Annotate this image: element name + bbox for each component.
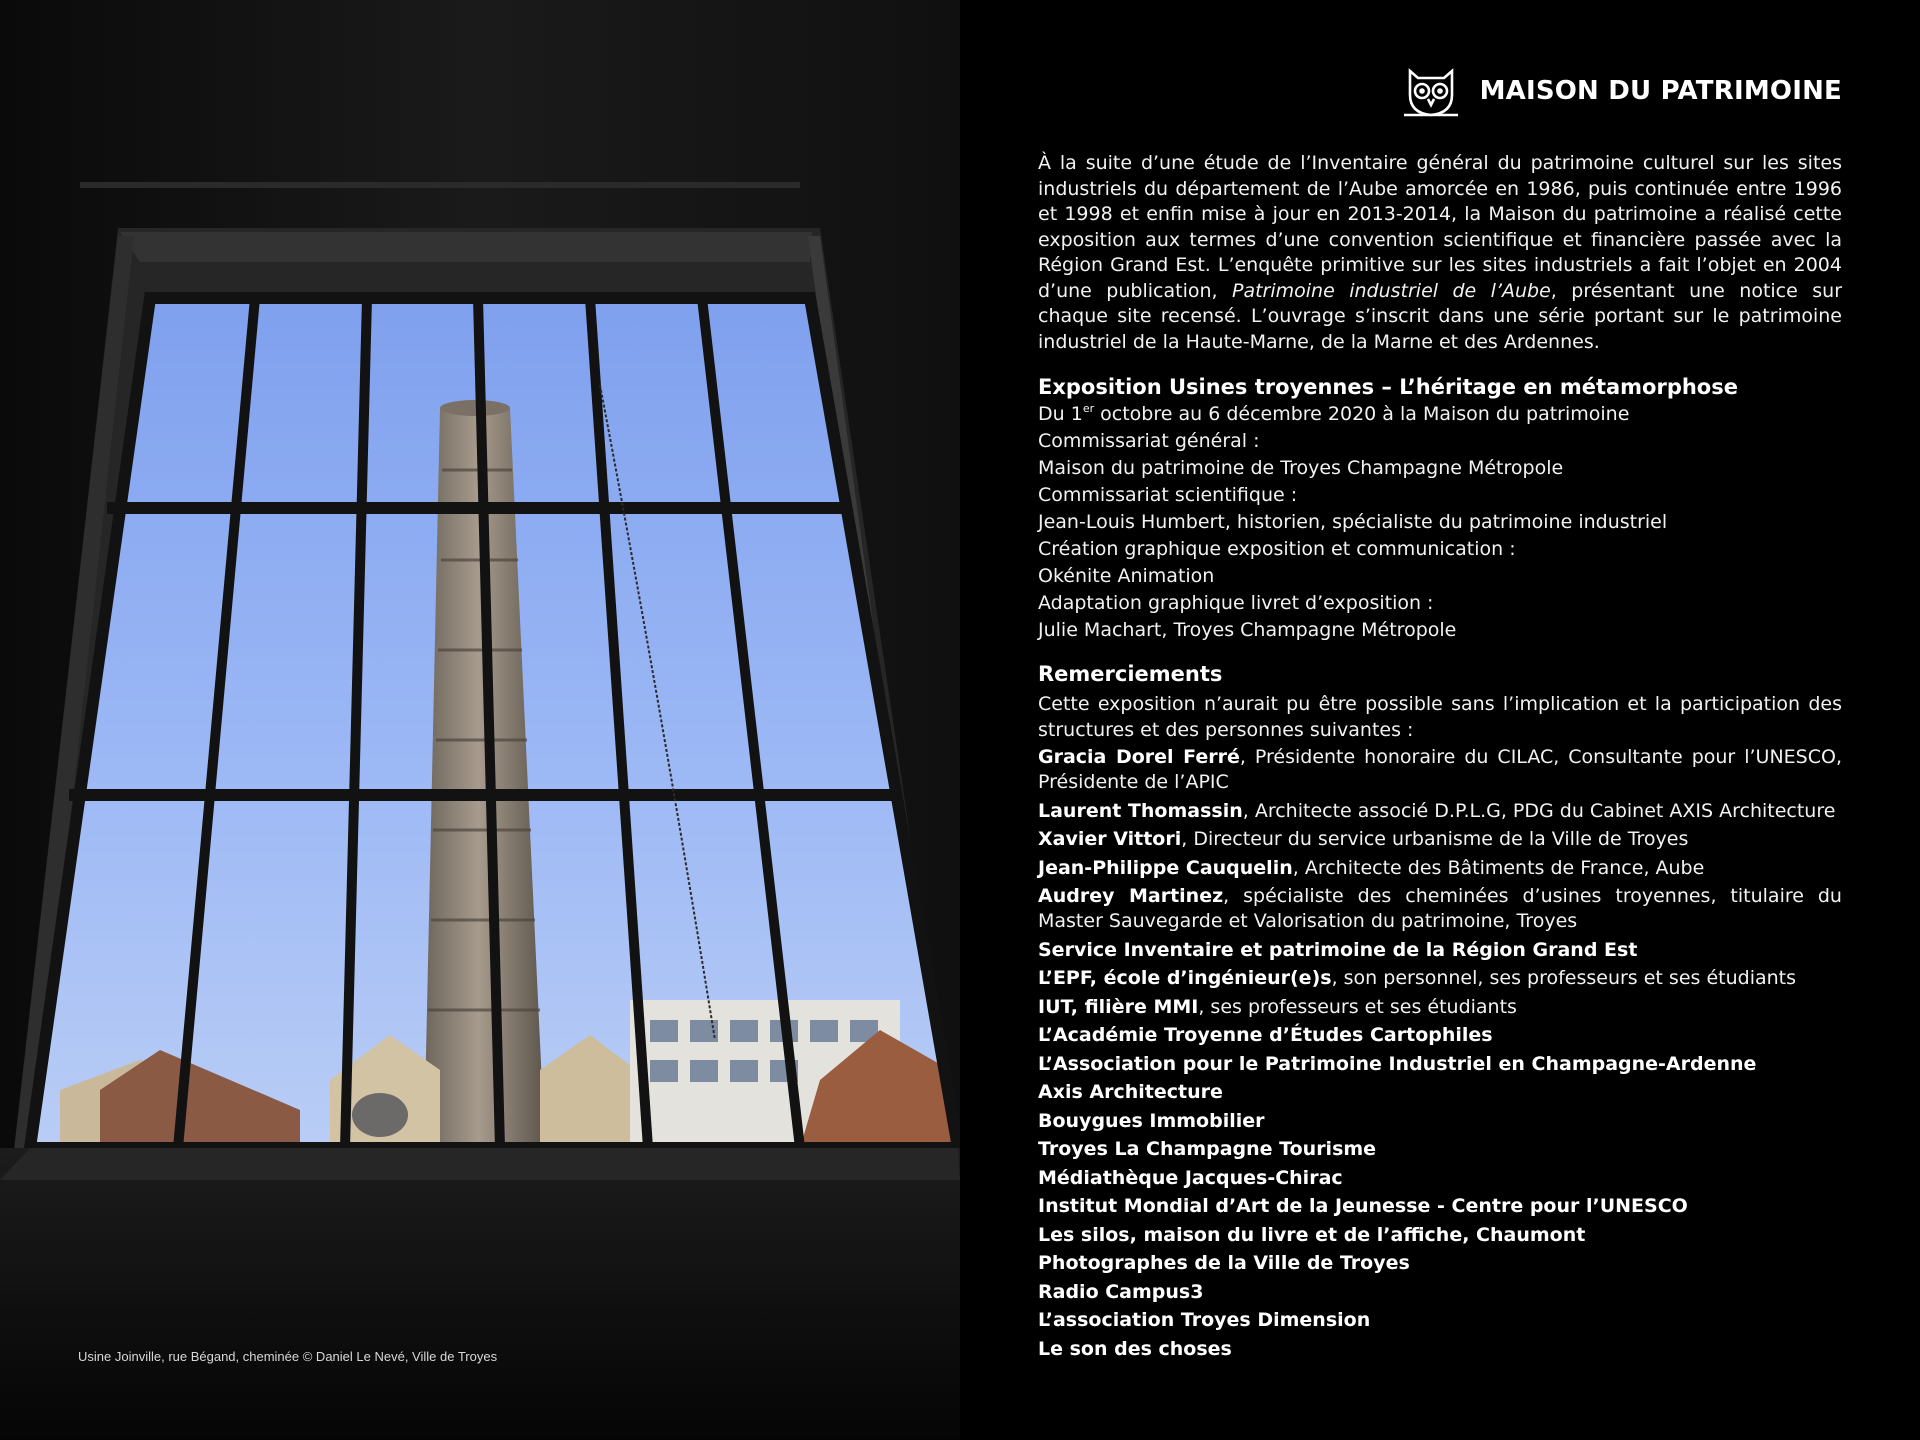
thanks-item bbox=[1038, 884, 1842, 934]
thanks-item bbox=[1038, 745, 1842, 795]
thanks-item-detail: , Présidente honoraire du CILAC, Consultante pour l’UNESCO, Présidente de l’APIC bbox=[1038, 746, 1842, 793]
thanks-item-name: Xavier Vittori bbox=[1038, 828, 1182, 850]
exposition-dates bbox=[1038, 401, 1842, 428]
exposition-section bbox=[1038, 373, 1842, 644]
thanks-item bbox=[1038, 1109, 1842, 1134]
thanks-item bbox=[1038, 1194, 1842, 1219]
thanks-item bbox=[1038, 966, 1842, 991]
thanks-item-name: Radio Campus3 bbox=[1038, 1280, 1204, 1303]
thanks-item-name: Photographes de la Ville de Troyes bbox=[1038, 1252, 1410, 1274]
brand-header bbox=[1402, 65, 1842, 119]
thanks-item-name: Service Inventaire et patrimoine de la Région Grand Est bbox=[1038, 938, 1638, 961]
thanks-item bbox=[1038, 995, 1842, 1020]
thanks-item bbox=[1038, 827, 1842, 852]
thanks-title: Remerciements bbox=[1038, 662, 1223, 686]
thanks-item-name: Troyes La Champagne Tourisme bbox=[1038, 1138, 1377, 1160]
thanks-item bbox=[1038, 1166, 1842, 1191]
thanks-item-name: Bouygues Immobilier bbox=[1038, 1109, 1265, 1132]
thanks-item bbox=[1038, 1023, 1842, 1048]
thanks-item-detail: , Architecte associé D.P.L.G, PDG du Cabinet AXIS Architecture bbox=[1242, 799, 1836, 822]
thanks-item bbox=[1038, 1223, 1842, 1248]
thanks-item-name: L’association Troyes Dimension bbox=[1038, 1309, 1371, 1331]
thanks-item bbox=[1038, 1052, 1842, 1077]
thanks-item bbox=[1038, 1280, 1842, 1305]
thanks-item-name: L’Association pour le Patrimoine Industriel en Champagne-Ardenne bbox=[1038, 1052, 1757, 1075]
thanks-item-name: Jean-Philippe Cauquelin bbox=[1038, 856, 1293, 879]
thanks-item-name: Médiathèque Jacques-Chirac bbox=[1038, 1166, 1343, 1189]
thanks-item bbox=[1038, 1137, 1842, 1162]
thanks-item-detail: , son personnel, ses professeurs et ses étudiants bbox=[1331, 967, 1797, 989]
intro-publication-title: Patrimoine industriel de l’Aube bbox=[1232, 279, 1551, 302]
exposition-title: Exposition Usines troyennes – L’héritage en métamorphose bbox=[1038, 375, 1738, 399]
thanks-item bbox=[1038, 856, 1842, 881]
thanks-item-name: Gracia Dorel Ferré bbox=[1038, 746, 1240, 768]
thanks-item-detail: , Directeur du service urbanisme de la Ville de Troyes bbox=[1181, 828, 1689, 850]
credit-value: Okénite Animation bbox=[1038, 565, 1215, 587]
thanks-item bbox=[1038, 1308, 1842, 1333]
credit-label: Création graphique exposition et communication : bbox=[1038, 538, 1516, 560]
thanks-item bbox=[1038, 938, 1842, 963]
thanks-item bbox=[1038, 1080, 1842, 1105]
thanks-item-name: Audrey Martinez bbox=[1038, 885, 1224, 907]
thanks-item-detail: , spécialiste des cheminées d’usines troyennes, titulaire du Master Sauvegarde et Valorisation du patrimoine, Troyes bbox=[1038, 885, 1842, 932]
dates-superscript: er bbox=[1082, 402, 1095, 415]
intro-text-1: À la suite d’une étude de l’Inventaire général du patrimoine culturel sur les sites industriels du département de l’Aube amorcée en 1986, puis continuée entre 1996 et 1998 et enfin mise à jour en 2013-2014, la Maison du patrimoine a réalisé cette exposition aux termes d’une convention scientifique et financière passée avec la Région Grand Est. L’enquête primitive sur les sites industriels a fait l’objet en 2004 d’une publication, bbox=[1038, 152, 1842, 302]
thanks-item bbox=[1038, 1251, 1842, 1276]
thanks-item-name: Le son des choses bbox=[1038, 1337, 1232, 1360]
credit-label: Commissariat général : bbox=[1038, 430, 1260, 452]
thanks-item-name: IUT, filière MMI bbox=[1038, 995, 1199, 1018]
thanks-section bbox=[1038, 660, 1842, 1365]
intro-paragraph bbox=[1038, 151, 1842, 355]
thanks-item-name: L’EPF, école d’ingénieur(e)s bbox=[1038, 967, 1332, 989]
credit-value: Julie Machart, Troyes Champagne Métropole bbox=[1038, 619, 1457, 641]
owl-icon bbox=[1402, 65, 1460, 119]
dates-suffix: octobre au 6 décembre 2020 à la Maison du patrimoine bbox=[1094, 403, 1630, 425]
credit-label: Commissariat scientifique : bbox=[1038, 484, 1298, 506]
credit-label: Adaptation graphique livret d’exposition : bbox=[1038, 592, 1434, 614]
intro-text-2: , présentant une notice sur chaque site recensé. L’ouvrage s’inscrit dans une série portant sur le patrimoine industriel de la Haute-Marne, de la Marne et des Ardennes. bbox=[1038, 279, 1843, 353]
credit-value: Maison du patrimoine de Troyes Champagne Métropole bbox=[1038, 457, 1564, 479]
thanks-item-name: Institut Mondial d’Art de la Jeunesse - Centre pour l’UNESCO bbox=[1038, 1195, 1688, 1217]
brand-name: MAISON DU PATRIMOINE bbox=[1479, 76, 1842, 107]
thanks-item bbox=[1038, 799, 1842, 824]
thanks-item bbox=[1038, 1337, 1842, 1362]
dates-prefix: Du 1 bbox=[1038, 403, 1083, 425]
exposition-details bbox=[1038, 401, 1842, 644]
thanks-item-detail: , Architecte des Bâtiments de France, Aube bbox=[1292, 856, 1705, 879]
credit-value: Jean-Louis Humbert, historien, spécialiste du patrimoine industriel bbox=[1038, 511, 1668, 533]
thanks-item-detail: , ses professeurs et ses étudiants bbox=[1198, 995, 1517, 1018]
thanks-list bbox=[1038, 745, 1842, 1362]
thanks-item-name: Les silos, maison du livre et de l’affiche, Chaumont bbox=[1038, 1223, 1586, 1246]
thanks-item-name: Axis Architecture bbox=[1038, 1081, 1223, 1103]
thanks-item-name: Laurent Thomassin bbox=[1038, 799, 1243, 822]
thanks-intro: Cette exposition n’aurait pu être possible sans l’implication et la participation des structures et des personnes suivantes : bbox=[1038, 693, 1842, 741]
photo-caption: Usine Joinville, rue Bégand, cheminée © Daniel Le Nevé, Ville de Troyes bbox=[78, 1349, 498, 1364]
thanks-item-name: L’Académie Troyenne d’Études Cartophiles bbox=[1038, 1024, 1493, 1046]
